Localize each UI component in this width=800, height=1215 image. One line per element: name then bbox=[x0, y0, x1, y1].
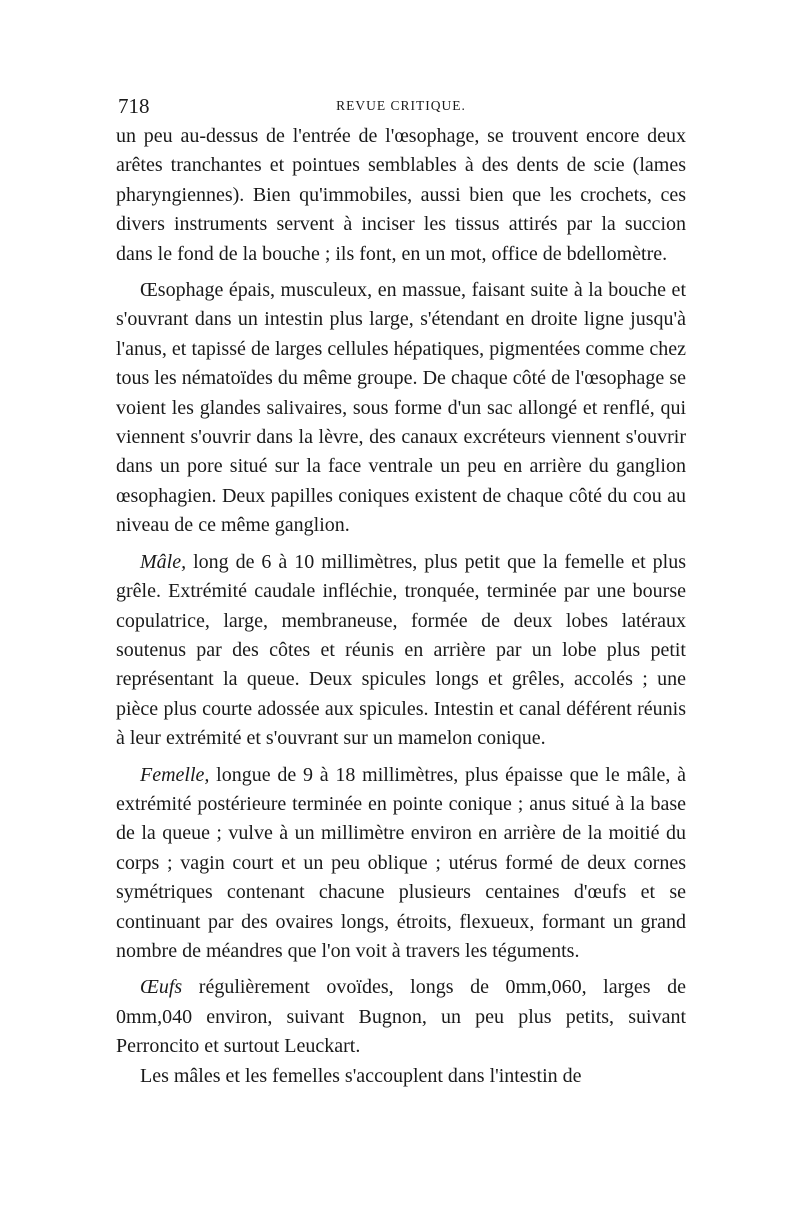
page-number: 718 bbox=[118, 94, 150, 118]
paragraph-accouplement bbox=[116, 1062, 686, 1091]
paragraph-male bbox=[116, 548, 686, 754]
paragraph-femelle bbox=[116, 761, 686, 967]
running-title: REVUE CRITIQUE. bbox=[336, 98, 466, 113]
paragraph-oeufs bbox=[116, 973, 686, 1061]
paragraph-text: Les mâles et les femelles s'accouplent dans l'intestin de bbox=[140, 1064, 582, 1087]
paragraph-bdellometre bbox=[116, 122, 686, 269]
paragraph-text: long de 6 à 10 millimètres, plus petit que la femelle et plus grêle. Extrémité caudale infléchie, tronquée, terminée par une bourse copulatrice, large, membraneuse, formée de deux lobes latéraux soutenus par des côtes et réunis en arrière par un lobe plus petit représentant la queue. Deux spicules longs et grêles, accolés ; une pièce plus courte adossée aux spicules. Intestin et canal déférent réunis à leur extrémité et s'ouvrant sur un mamelon conique. bbox=[116, 550, 686, 750]
paragraph-lead: Femelle, bbox=[140, 763, 210, 786]
page-header bbox=[116, 94, 686, 122]
document-page bbox=[116, 94, 686, 1091]
paragraph-text: un peu au-dessus de l'entrée de l'œsophage, se trouvent encore deux arêtes tranchantes et pointues semblables à des dents de scie (lames pharyngiennes). Bien qu'immobiles, aussi bien que les crochets, ces divers instruments servent à inciser les tissus attirés par la succion dans le fond de la bouche ; ils font, en un mot, office de bdellomètre. bbox=[116, 125, 686, 265]
paragraph-text: régulièrement ovoïdes, longs de 0mm,060, larges de 0mm,040 environ, suivant Bugnon, un peu plus petits, suivant Perroncito et surtout Leuckart. bbox=[116, 976, 687, 1058]
paragraph-text: Œsophage épais, musculeux, en massue, faisant suite à la bouche et s'ouvrant dans un intestin plus large, s'étendant en droite ligne jusqu'à l'anus, et tapissé de larges cellules hépatiques, pigmentées comme chez tous les nématoïdes du même groupe. De chaque côté de l'œsophage se voient les glandes salivaires, sous forme d'un sac allongé et renflé, qui viennent s'ouvrir dans la lèvre, des canaux excréteurs viennent s'ouvrir dans un pore situé sur la face ventrale un peu en arrière du ganglion œsophagien. Deux papilles coniques existent de chaque côté du cou au niveau de ce même ganglion. bbox=[116, 279, 686, 537]
paragraph-lead: Œufs bbox=[140, 976, 183, 999]
paragraph-text: longue de 9 à 18 millimètres, plus épaisse que le mâle, à extrémité postérieure terminée en pointe conique ; anus situé à la base de la queue ; vulve à un millimètre environ en arrière de la moitié du corps ; vagin court et un peu oblique ; utérus formé de deux cornes symétriques contenant chacune plusieurs centaines d'œufs et se continuant par des ovaires longs, étroits, flexueux, formant un grand nombre de méandres que l'on voit à travers les téguments. bbox=[116, 763, 686, 962]
paragraph-oesophage bbox=[116, 276, 686, 541]
paragraph-lead: Mâle, bbox=[140, 550, 187, 573]
